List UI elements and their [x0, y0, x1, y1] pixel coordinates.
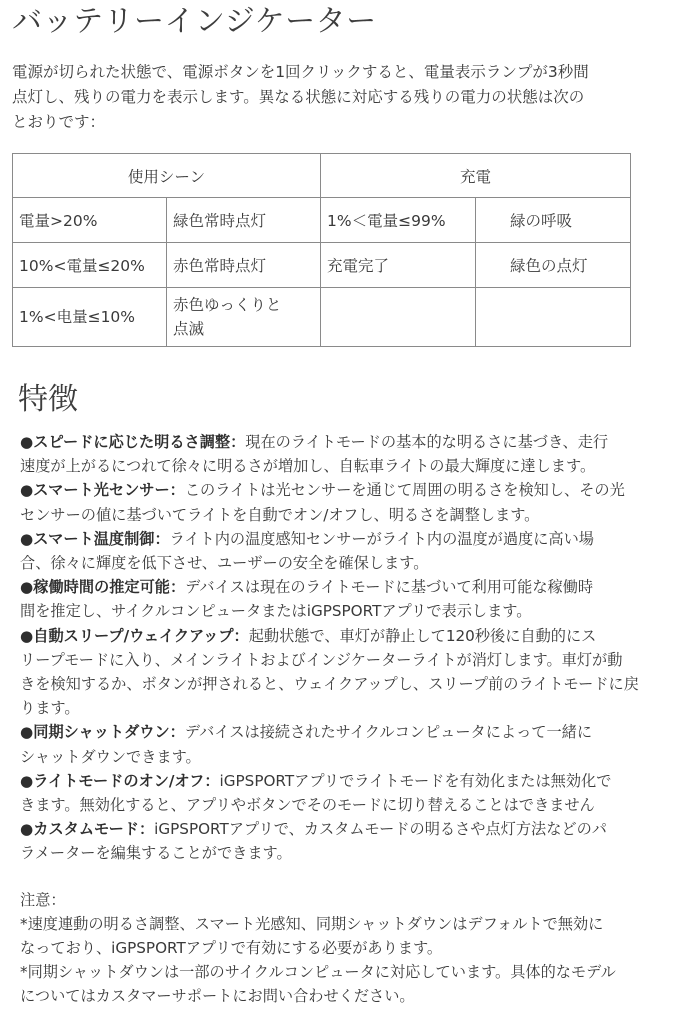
features-list [20, 430, 670, 866]
note-text: なっており、iGPSPORTアプリで有効にする必要があります。 [20, 939, 443, 957]
feature-text: ラメーターを編集することができます。 [20, 844, 292, 863]
notes-section [20, 888, 670, 1008]
table-cell: 緑色の点灯 [476, 243, 631, 288]
table-cell: 緑の呼吸 [476, 198, 631, 243]
note-text: *速度連動の明るさ調整、スマート光感知、同期シャットダウンはデフォルトで無効に [20, 915, 604, 933]
table-row [13, 243, 631, 288]
feature-text: 合、徐々に輝度を低下させ、ユーザーの安全を確保します。 [20, 554, 429, 573]
battery-indicator-title: バッテリーインジケーター [12, 4, 377, 39]
feature-text: デバイスは現在のライトモードに基づいて利用可能な稼働時 [185, 578, 594, 597]
feature-text: デバイスは接続されたサイクルコンピュータによって一緒に [184, 723, 593, 742]
feature-item [20, 478, 670, 526]
feature-item [20, 720, 670, 768]
table-cell: 電量>20% [13, 198, 167, 243]
table-cell: 赤色常時点灯 [167, 243, 321, 288]
feature-item [20, 817, 670, 865]
intro-line: 電源が切られた状態で、電源ボタンを1回クリックすると、電量表示ランプが3秒間 [12, 63, 589, 81]
battery-indicator-intro [12, 60, 662, 135]
table-cell: 緑色常時点灯 [167, 198, 321, 243]
note-text: についてはカスタマーサポートにお問い合わせください。 [20, 987, 415, 1005]
table-row [13, 288, 631, 347]
table-cell: 10%<電量≤20% [13, 243, 167, 288]
feature-text: iGPSPORTアプリでライトモードを有効化または無効化で [219, 771, 612, 790]
feature-text: 現在のライトモードの基本的な明るさに基づき、走行 [245, 433, 609, 451]
feature-item [20, 624, 670, 721]
feature-heading: ●カスタムモード： [20, 820, 155, 839]
feature-text: 起動状態で、車灯が静止して120秒後に自動的にス [248, 626, 597, 645]
feature-heading: ●自動スリープ/ウェイクアップ： [20, 626, 249, 645]
feature-item [20, 575, 670, 623]
feature-text: シャットダウンできます。 [20, 747, 201, 766]
table-row [13, 198, 631, 243]
feature-item [20, 430, 670, 478]
battery-status-table [12, 153, 631, 347]
feature-heading: ●スピードに応じた明るさ調整： [20, 433, 246, 451]
feature-text: センサーの値に基づいてライトを自動でオン/オフし、明るさを調整します。 [20, 505, 540, 524]
feature-text: リープモードに入り、メインライトおよびインジケーターライトが消灯します。車灯が動 [20, 650, 623, 669]
header-usage-scene: 使用シーン [13, 154, 321, 198]
feature-heading: ●スマート温度制御： [20, 529, 170, 548]
feature-heading: ●スマート光センサー： [20, 481, 185, 500]
note-text: *同期シャットダウンは一部のサイクルコンピュータに対応しています。具体的なモデル [20, 963, 616, 981]
feature-text: このライトは光センサーを通じて周囲の明るさを検知し、その光 [184, 481, 625, 500]
table-cell: 1%<电量≤10% [13, 288, 167, 347]
feature-item [20, 769, 670, 817]
table-cell [476, 288, 631, 347]
table-cell: 充電完了 [321, 243, 476, 288]
table-cell [321, 288, 476, 347]
notes-label: 注意： [20, 891, 66, 909]
feature-heading: ●ライトモードのオン/オフ： [20, 771, 220, 790]
table-cell: 1%＜電量≤99% [321, 198, 476, 243]
feature-heading: ●稼働時間の推定可能： [20, 578, 186, 597]
feature-heading: ●同期シャットダウン： [20, 723, 185, 742]
feature-text: iGPSPORTアプリで、カスタムモードの明るさや点灯方法などのパ [154, 820, 607, 839]
feature-text: ります。 [20, 699, 80, 718]
feature-item [20, 527, 670, 575]
intro-line: とおりです： [12, 113, 106, 131]
feature-text: きます。無効化すると、アプリやボタンでそのモードに切り替えることはできません [20, 796, 595, 815]
feature-text: きを検知するか、ボタンが押されると、ウェイクアップし、スリープ前のライトモードに戻 [20, 675, 639, 694]
features-title: 特徴 [18, 382, 78, 417]
intro-line: 点灯し、残りの電力を表示します。異なる状態に対応する残りの電力の状態は次の [12, 88, 585, 106]
table-cell: 赤色ゆっくりと 点滅 [167, 288, 321, 347]
feature-text: 間を推定し、サイクルコンピュータまたはiGPSPORTアプリで表示します。 [20, 602, 532, 621]
header-charging: 充電 [321, 154, 631, 198]
feature-text: ライト内の温度感知センサーがライト内の温度が過度に高い場 [169, 529, 594, 548]
feature-text: 速度が上がるにつれて徐々に明るさが増加し、自転車ライトの最大輝度に達します。 [20, 457, 596, 476]
